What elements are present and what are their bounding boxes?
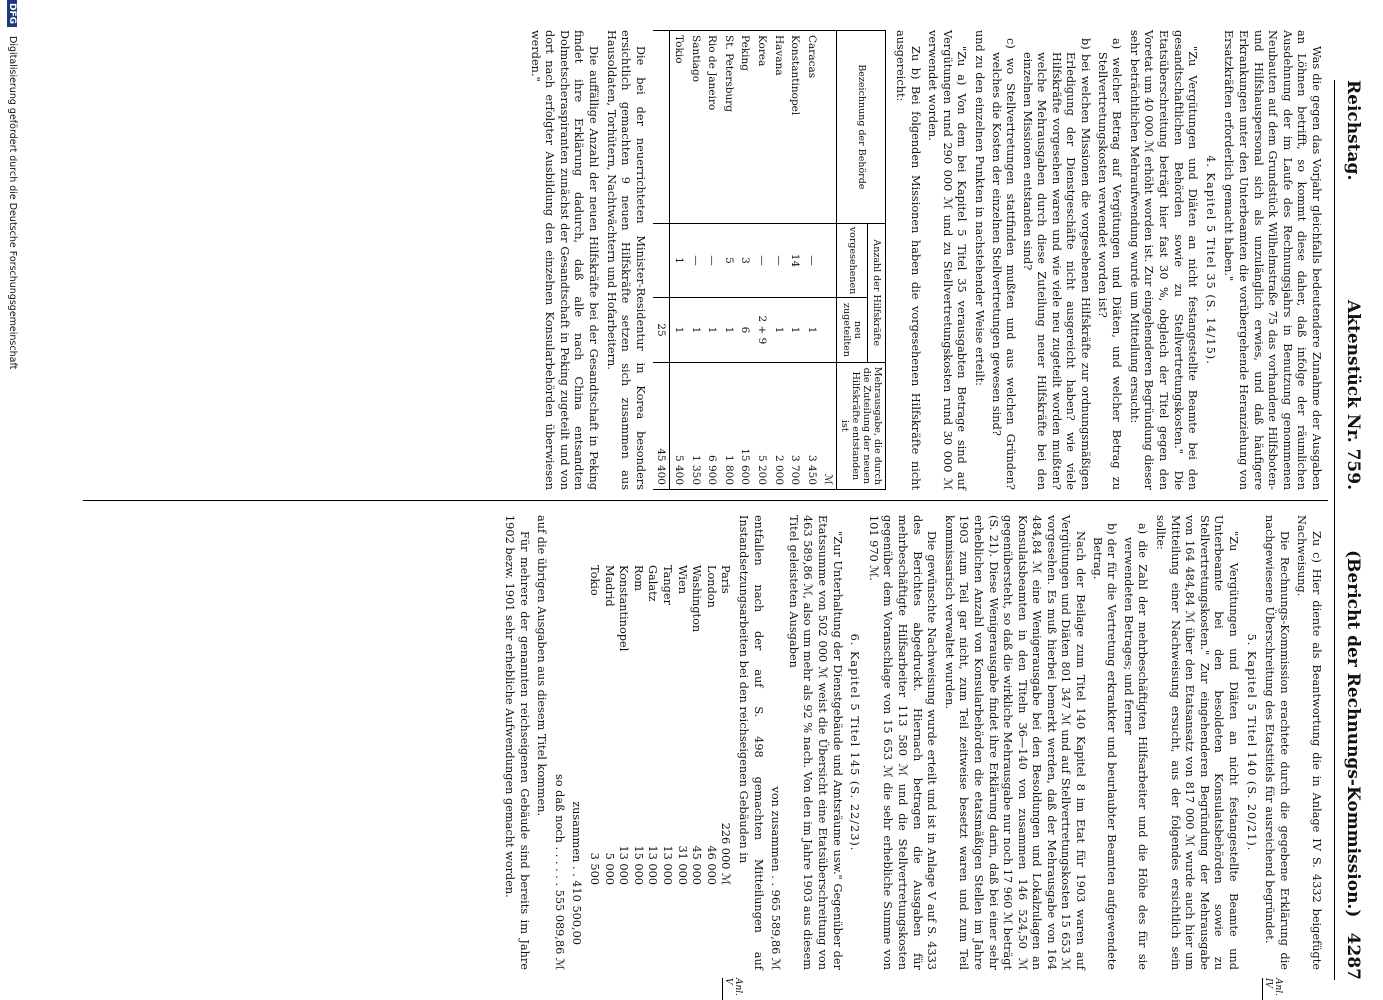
table-row — [687, 31, 704, 490]
paragraph: entfallen nach der auf S. 498 gemachten Mitteilungen auf Instandsetzungsarbeiten bei den reichseigenen Gebäuden in — [737, 515, 765, 970]
list-item — [616, 565, 631, 885]
th-mehrausgabe: Mehrausgabe, die durch die Zuteilung der neuen Hilfskräfte entstanden ist — [837, 362, 886, 489]
page-header — [1334, 80, 1365, 980]
table-row — [737, 31, 754, 490]
cell-neu: 1 — [803, 298, 820, 363]
margin-note-anlage-iv: Anl. IV — [1262, 978, 1283, 1000]
cell-mehr: 1 800 — [720, 362, 737, 489]
paragraph: Nach der Beilage zum Titel 140 Kapitel 8 im Etat für 1903 waren auf Vergütungen und Diäten 801 347 ℳ und auf Stellvertretungskosten 15 653 ℳ vorgesehen. Es muß hierbei bemerkt werden, daß der Mehrausgabe von 164 484,84 ℳ eine Wenigerausgabe bei den Besoldungen und Lokalzulagen an Konsulatsbeamten in den Titeln 36—140 von zusammen 146 524,50 ℳ gegenübersteht, so daß die wirkliche Mehrausgabe nur noch 17 960 ℳ beträgt (S. 21). Diese Wenigerausgabe findet ihre Erklärung darin, daß bei einer sehr erheblichen Anzahl von Konsularbehörden die etatsmäßigen Stellen im Jahre 1903 zum Teil gar nicht, zum Teil zeitweise besetzt waren und zum Teil kommissarisch verwaltet wurden. — [942, 515, 1088, 970]
table-row — [704, 31, 721, 490]
item-value: 45 000 — [690, 845, 704, 885]
cell-vor: 3 — [737, 223, 754, 297]
item-value: 13 000 — [617, 845, 631, 885]
remainder-line: so daß noch . . . . . . 555 089,86 ℳ — [552, 773, 566, 970]
request-a: a) die Zahl der mehrbeschäftigten Hilfsarbeiter und die Höhe des für sie verwendeten Betrages; und ferner — [1121, 523, 1150, 970]
cell-vor: 5 — [720, 223, 737, 297]
table-row — [753, 31, 770, 490]
paragraph: "Zu Vergütungen und Diäten an nicht festangestellte Beamte bei den gesandtschaftlichen Behörden sowie zu Stellvertretungskosten." Die Etatsüberschreitung beträgt hier fast 30 %, obgleich der Titel gegen den Voretat um 40 000 ℳ erhöht worden ist. Zur eingehenderen Begründung dieser sehr beträchtlichen Mehraufwendung wurde um Mitteilung ersucht: — [1127, 30, 1200, 490]
item-value: 31 000 — [675, 845, 689, 885]
item-value: 15 000 — [631, 845, 645, 885]
question-a: a) welcher Betrag auf Vergütungen und Diäten, und welcher Betrag zu Stellvertretungskosten verwendet worden ist? — [1095, 38, 1124, 490]
table-row — [787, 31, 804, 490]
list-item — [703, 565, 718, 885]
cell-name: Havana — [770, 31, 787, 224]
item-name: Tanger — [661, 565, 675, 605]
cell-name: Santiago — [687, 31, 704, 224]
item-name: Konstantinopel — [617, 565, 631, 652]
right-column — [499, 515, 1323, 970]
list-item — [587, 565, 602, 885]
cell-name: Rio de Janeiro — [704, 31, 721, 224]
table-row — [720, 31, 737, 490]
request-b: b) der für die Vertretung erkrankter und beurlaubter Beamten aufgewendete Betrag. — [1090, 523, 1119, 970]
list-item — [718, 565, 733, 885]
cell-neu: 1 — [720, 298, 737, 363]
item-name: Tokio — [588, 565, 602, 596]
sum-mehr: 45 400 — [653, 362, 670, 489]
sum-neu: 25 — [653, 298, 670, 363]
section-heading-4: 4. Kapitel 5 Titel 35 (S. 14/15). — [1203, 155, 1217, 365]
item-value: 13 000 — [646, 845, 660, 885]
paragraph: "Zu a) Von dem bei Kapitel 5 Titel 35 verausgabten Betrage sind auf Vergütungen rund 290 000 ℳ und zu Stellvertretungskosten rund 30 000 ℳ verwendet worden. — [926, 30, 969, 490]
column-divider — [83, 500, 1328, 501]
paragraph: "Zur Unterhaltung der Dienstgebäude und Amtsräume usw." Gegenüber der Etatssumme von 502 000 ℳ weist die Übersicht eine Etatsüberschreitung von 463 589,86 ℳ, also um mehr als 92 % nach. Von den im Jahre 1903 aus diesem Titel geleisteten Ausgaben — [786, 515, 844, 970]
header-bericht: (Bericht der Rechnungs-Kommission.) — [1343, 550, 1363, 918]
subtotal-line: zusammen . . 410 500,00 — [570, 801, 584, 945]
cell-mehr: 1 350 — [687, 362, 704, 489]
list-item — [659, 565, 674, 885]
item-value: 13 000 — [661, 845, 675, 885]
cell-name: Caracas — [803, 31, 820, 224]
cell-name: Tokio — [670, 31, 687, 224]
paragraph: und zu den einzelnen Punkten in nachstehender Weise erteilt: — [972, 30, 986, 386]
cell-vor: — — [753, 223, 770, 297]
item-name: Galatz — [646, 565, 660, 602]
paragraph: Zu b) Bei folgenden Missionen haben die vorgesehenen Hilfskräfte nicht ausgereicht: — [893, 30, 922, 490]
cell-neu: 6 — [737, 298, 754, 363]
item-name: London — [704, 565, 718, 608]
item-name: Wien — [675, 565, 689, 594]
question-c: c) wo Stellvertretungen stattfinden mußten und aus welchen Gründen? welches die Kosten der einzelnen Stellvertretungen gewesen sind? — [989, 38, 1018, 490]
margin-note-anlage-v: Anl. V — [722, 978, 743, 1000]
th-behoerde: Bezeichnung der Behörde — [837, 31, 886, 224]
cell-vor: — — [704, 223, 721, 297]
th-vorgesehen: vorgesehenen — [837, 223, 868, 297]
cell-neu: 1 — [770, 298, 787, 363]
paragraph: Die auffällige Anzahl der neuen Hilfskräfte bei der Gesandtschaft in Peking findet ihre Erklärung dadurch, daß alle nach China entsandten Dolmetscheraspiranten zunächst der Gesandtschaft in Peking zugeteilt und von dort nach erfolgter Ausbildung den einzelnen Konsularbehörden überwiesen werden." — [528, 30, 601, 490]
cell-name: Konstantinopel — [787, 31, 804, 224]
cell-neu: 1 — [787, 298, 804, 363]
cell-neu: 1 — [670, 298, 687, 363]
list-item — [689, 565, 704, 885]
item-value: 226 000 ℳ — [719, 822, 733, 885]
cell-mehr: 15 600 — [737, 362, 754, 489]
cell-vor: 1 — [670, 223, 687, 297]
left-column — [524, 30, 1323, 490]
cell-mehr: 5 400 — [670, 362, 687, 489]
digitization-credit — [7, 0, 18, 1000]
cell-name: Korea — [753, 31, 770, 224]
cell-vor: 14 — [787, 223, 804, 297]
section-heading-5: 5. Kapitel 5 Titel 140 (S. 20/21). — [1244, 633, 1258, 852]
paragraph: Die Rechnungs-Kommission erachtete durch die gegebene Erklärung die nachgewiesene Überschreitung des Etatstitels für ausreichend begründet. — [1263, 515, 1291, 970]
list-item — [630, 565, 645, 885]
paragraph: "Zu Vergütungen und Diäten an nicht festangestellte Beamte und Unterbeamte bei den besoldeten Konsulatsbehörden sowie zu Stellvertretungskosten." Zur eingehenderen Begründung der Mehrausgabe von 164 484,84 ℳ über den Etatsansatz von 817 000 ℳ wurde auch hier um Mitteilung einer Nachweisung ersucht, aus der folgendes ersichtlich sein sollte: — [1154, 515, 1241, 970]
cell-mehr: 3 450 — [803, 362, 820, 489]
cell-neu: 1 — [704, 298, 721, 363]
dfg-logo: DFG — [7, 0, 17, 27]
paragraph: Zu c) Hier diente als Beantwortung die in Anlage IV S. 4332 beigefügte Nachweisung. — [1295, 515, 1323, 970]
page-number: 4287 — [1343, 932, 1363, 980]
cell-mehr: 3 700 — [787, 362, 804, 489]
header-reichstag: Reichstag. — [1343, 80, 1363, 181]
table-row — [770, 31, 787, 490]
item-name: Paris — [719, 565, 733, 594]
item-value: 3 500 — [588, 852, 602, 885]
table-row — [670, 31, 687, 490]
cell-mehr: 6 900 — [704, 362, 721, 489]
cell-mehr: 2 000 — [770, 362, 787, 489]
table-row — [803, 31, 820, 490]
paragraph: Die bei der neuerrichteten Minister-Residentur in Korea besonders ersichtlich gemachten 9 neuen Hilfskräfte setzen sich zusammen aus Hausoldaten, Torhütern, Nachtwächtern und Hofarbeitern. — [604, 30, 647, 490]
list-item — [674, 565, 689, 885]
cell-vor: — — [687, 223, 704, 297]
paragraph: Was die gegen das Vorjahr gleichfalls bedeutendere Zunahme der Ausgaben an Löhnen betrifft, so kommt diese daher, daß infolge der räumlichen Ausdehnung der im Laufe des Rechnungsjahrs in Benutzung genommenen Neubauten auf dem Grundstück Wilhelmstraße 75 das vorhandene Hilfsboten- und Hilfshauspersonal sich als unzulänglich erwies, und daß häufigere Erkrankungen unter den Unterbeamten die vorübergehende Heranziehung von Ersatzkräften erforderlich gemacht haben." — [1222, 30, 1323, 490]
paragraph: Für mehrere der genannten reichseigenen Gebäude sind bereits im Jahre 1902 bezw. 1901 sehr erhebliche Aufwendungen gemacht worden. — [503, 515, 531, 970]
paragraph: Die gewünschte Nachweisung wurde erteilt und ist in Anlage V auf S. 4333 des Berichtes abgedruckt. Hiernach betragen die Ausgaben für mehrbeschäftigte Hilfsarbeiter 113 580 ℳ und die Stellvertretungskosten gegenüber dem Voranschlage von 15 653 ℳ die sehr erhebliche Summe von 101 970 ℳ. — [866, 515, 939, 970]
buildings-list — [587, 565, 733, 885]
section-heading-6: 6. Kapitel 5 Titel 145 (S. 22/23). — [848, 633, 862, 852]
item-name: Washington — [690, 565, 704, 633]
cell-name: Peking — [737, 31, 754, 224]
header-aktenstueck: Aktenstück Nr. 759. — [1343, 300, 1363, 491]
th-neu: neu zugeteilten — [837, 298, 868, 363]
cell-mehr: 5 200 — [753, 362, 770, 489]
item-value: 5 000 — [602, 852, 616, 885]
total-line: von zusammen . . 965 589,86 ℳ — [769, 786, 783, 970]
paragraph: auf die übrigen Ausgaben aus diesem Titel kommen. — [535, 515, 549, 817]
cell-vor: — — [803, 223, 820, 297]
table-sum-row — [653, 31, 670, 490]
th-unit: ℳ — [820, 362, 837, 489]
th-anzahl: Anzahl der Hilfskräfte — [868, 223, 886, 362]
credit-text: Digitalisierung gefördert durch die Deutsche Forschungsgemeinschaft — [7, 36, 18, 370]
item-name: Madrid — [602, 565, 616, 607]
item-name: Rom — [631, 565, 645, 592]
cell-name: St. Petersburg — [720, 31, 737, 224]
cell-neu: 2 + 9 — [753, 298, 770, 363]
cell-vor: — — [770, 223, 787, 297]
list-item — [645, 565, 660, 885]
list-item — [601, 565, 616, 885]
question-b: b) bei welchen Missionen die vorgesehenen Hilfskräfte zur ordnungsmäßigen Erledigung der Dienstgeschäfte nicht ausgereicht haben? wie viele Hilfskräfte vorgesehen waren und wie viele neu zugeteilt worden mußten? welche Mehrausgaben durch diese Zuteilung neuer Hilfskräfte bei den einzelnen Missionen entstanden sind? — [1020, 38, 1093, 490]
cell-neu: 1 — [687, 298, 704, 363]
item-value: 46 000 — [704, 845, 718, 885]
missions-table — [653, 30, 887, 490]
